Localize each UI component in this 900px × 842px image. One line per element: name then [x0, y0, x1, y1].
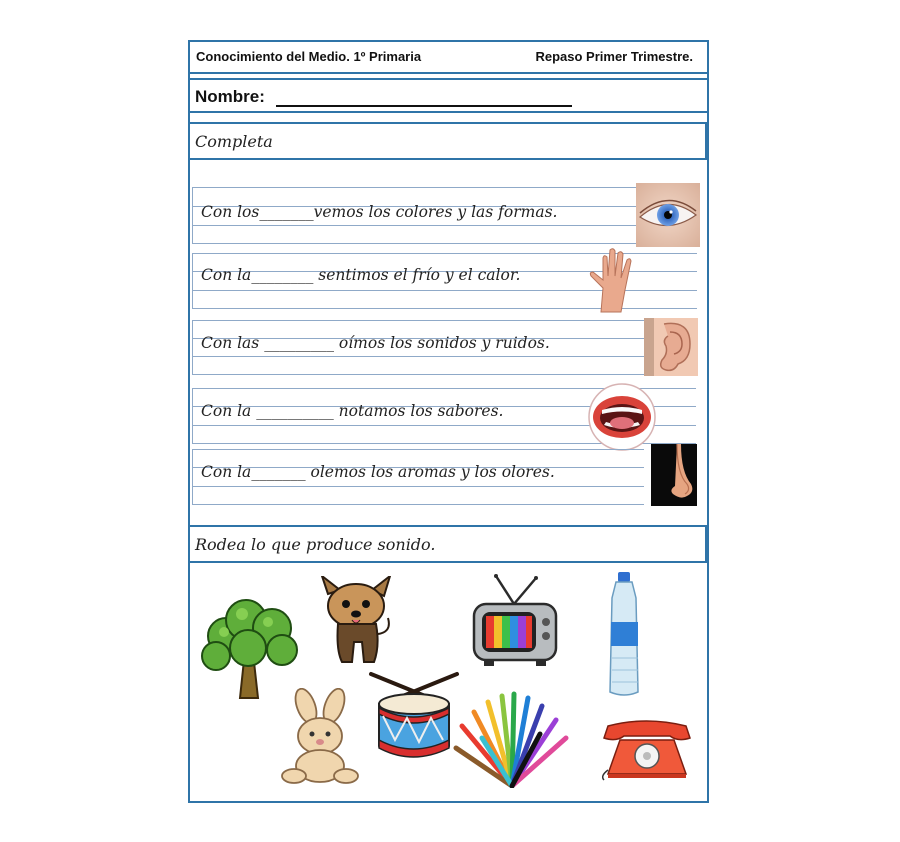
television-image[interactable]: [470, 574, 560, 668]
sound-title: Rodea lo que produce sonido.: [195, 535, 436, 554]
tree-image[interactable]: [196, 594, 304, 702]
hand-image: [587, 246, 637, 314]
answer-blank[interactable]: __________: [251, 402, 334, 420]
water-bottle-image[interactable]: [600, 570, 648, 698]
answer-blank[interactable]: _________: [259, 334, 334, 352]
sentence-4: Con la __________ notamos los sabores.: [201, 402, 504, 420]
telephone-image[interactable]: [598, 720, 696, 782]
review-title: Repaso Primer Trimestre.: [535, 49, 693, 64]
drum-image[interactable]: [365, 670, 463, 762]
colored-pencils-image[interactable]: [452, 690, 572, 788]
name-label: Nombre:: [195, 87, 265, 106]
answer-blank[interactable]: ________: [251, 266, 314, 284]
sentence-1: Con los_______vemos los colores y las formas.: [201, 203, 558, 221]
worksheet-header: [188, 40, 709, 74]
complete-title: Completa: [195, 132, 273, 151]
sound-section-header: [188, 525, 707, 563]
subject-title: Conocimiento del Medio. 1º Primaria: [196, 49, 422, 64]
sentence-row-3: [192, 320, 644, 375]
dog-image[interactable]: [318, 576, 394, 666]
mouth-image: [587, 382, 657, 452]
nose-image: [651, 444, 697, 506]
sentence-5: Con la_______ olemos los aromas y los olores.: [201, 463, 555, 481]
complete-section-header: [188, 122, 707, 160]
ear-image: [644, 318, 698, 376]
name-box: [188, 78, 709, 113]
answer-blank[interactable]: _______: [259, 203, 314, 221]
sentence-row-5: [192, 449, 644, 505]
sentence-row-1: [192, 187, 636, 244]
bunny-image[interactable]: [278, 688, 362, 784]
eye-image: [636, 183, 700, 247]
name-line[interactable]: [276, 105, 572, 107]
sentence-2: Con la________ sentimos el frío y el calor.: [201, 266, 521, 284]
answer-blank[interactable]: _______: [251, 463, 306, 481]
sentence-3: Con las _________ oímos los sonidos y ruidos.: [201, 334, 550, 352]
